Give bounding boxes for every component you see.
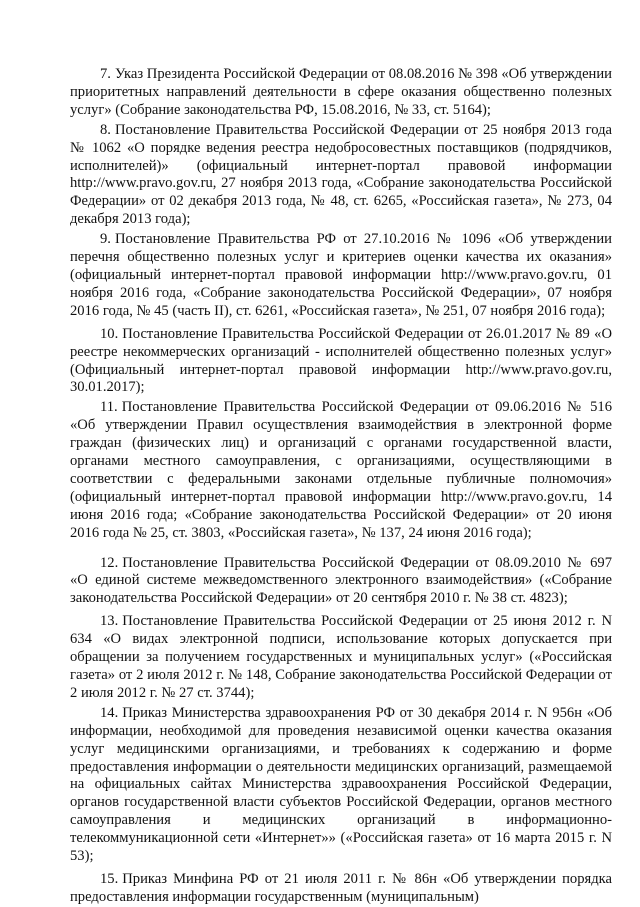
item-text: Постановление Правительства Российской Федерации от 08.09.2010 № 697 «О единой системе межведомственного электронного взаимодействия» («Собрание законодательства Российской Федерации» от 20 сентября 2010 г. № 38 ст. 4823); — [70, 554, 612, 607]
item-text: Постановление Правительства Российской Федерации от 09.06.2016 № 516 «Об утверждении Правил осуществления взаимодействия в электронной форме граждан (физических лиц) и организаций с органами государственной власти, органами местного самоуправления, с организациями, осуществляющими в соответствии с федеральными законами отдельные публичные полномочия» (официальный интернет-портал правовой информации http://www.pravo.gov.ru, 14 июня 2016 года; «Собрание законодательства Российской Федерации» от 20 июня 2016 года № 25, ст. 3803, «Российская газета», № 137, 24 июня 2016 года); — [70, 399, 612, 541]
list-item — [70, 555, 612, 609]
item-text: Постановление Правительства Российской Федерации от 25 ноября 2013 года № 1062 «О порядке ведения реестра недобросовестных поставщиков (подрядчиков, исполнителей)» (официальный интернет-портал правовой информации http://www.pravo.gov.ru, 27 ноября 2013 года, «Собрание законодательства Российской Федерации» от 02 декабря 2013 года, № 48, ст. 6265, «Российская газета», № 273, 04 декабря 2013 года); — [70, 121, 612, 228]
item-number: 9. — [100, 231, 111, 248]
list-item — [70, 122, 612, 229]
item-number: 7. — [100, 66, 111, 82]
item-text: Постановление Правительства Российской Федерации от 25 июня 2012 г. N 634 «О видах электронной подписи, использование которых допускается при обращении за получением государственных и муниципальных услуг» («Российская газета» от 2 июля 2012 г. № 148, Собрание законодательства Российской Федерации от 2 июля 2012 г. № 27 ст. 3744); — [70, 613, 612, 701]
item-number: 10. — [100, 325, 119, 342]
list-item — [70, 231, 612, 321]
list-item — [70, 871, 612, 907]
item-text: Постановление Правительства РФ от 27.10.2016 № 1096 «Об утверждении перечня общественно полезных услуг и критериев оценки качества их оказания» (официальный интернет-портал правовой информации http://www.pravo.gov.ru, 01 ноября 2016 года, «Собрание законодательства Российской Федерации», 07 ноября 2016 года, № 45 (часть II), ст. 6261, «Российская газета», № 251, 07 ноября 2016 года); — [70, 231, 612, 319]
item-number: 15. — [100, 870, 119, 887]
list-item — [70, 399, 612, 542]
list-item — [70, 705, 612, 866]
legal-acts-list — [70, 66, 612, 907]
list-item — [70, 613, 612, 703]
item-number: 13. — [100, 613, 119, 630]
item-text: Постановление Правительства Российской Федерации от 26.01.2017 № 89 «О реестре некоммерческих организаций - исполнителей общественно полезных услуг» (Официальный интернет-портал правовой информации http://www.pravo.gov.ru, 30.01.2017); — [70, 325, 612, 396]
item-text: Указ Президента Российской Федерации от 08.08.2016 № 398 «Об утверждении приоритетных направлений деятельности в сфере оказания общественно полезных услуг» (Собрание законодательства РФ, 15.08.2016, № 33, ст. 5164); — [70, 66, 612, 118]
item-text: Приказ Министерства здравоохранения РФ от 30 декабря 2014 г. N 956н «Об информации, необходимой для проведения независимой оценки качества оказания услуг медицинскими организациями, и требованиях к содержанию и форме предоставления информации о деятельности медицинских организаций, размещаемой на официальных сайтах Министерства здравоохранения Российской Федерации, органов государственной власти субъектов Российской Федерации, органов местного самоуправления и медицинских организаций в информационно-телекоммуникационной сети «Интернет»» («Российская газета» от 16 марта 2015 г. N 53); — [70, 704, 612, 865]
item-number: 8. — [100, 121, 111, 138]
item-number: 14. — [100, 704, 119, 721]
item-text: Приказ Минфина РФ от 21 июля 2011 г. № 86н «Об утверждении порядка предоставления информации государственным (муниципальным) — [70, 870, 612, 905]
list-item — [70, 66, 612, 120]
list-item — [70, 326, 612, 398]
item-number: 12. — [100, 554, 119, 571]
item-number: 11. — [100, 399, 118, 416]
